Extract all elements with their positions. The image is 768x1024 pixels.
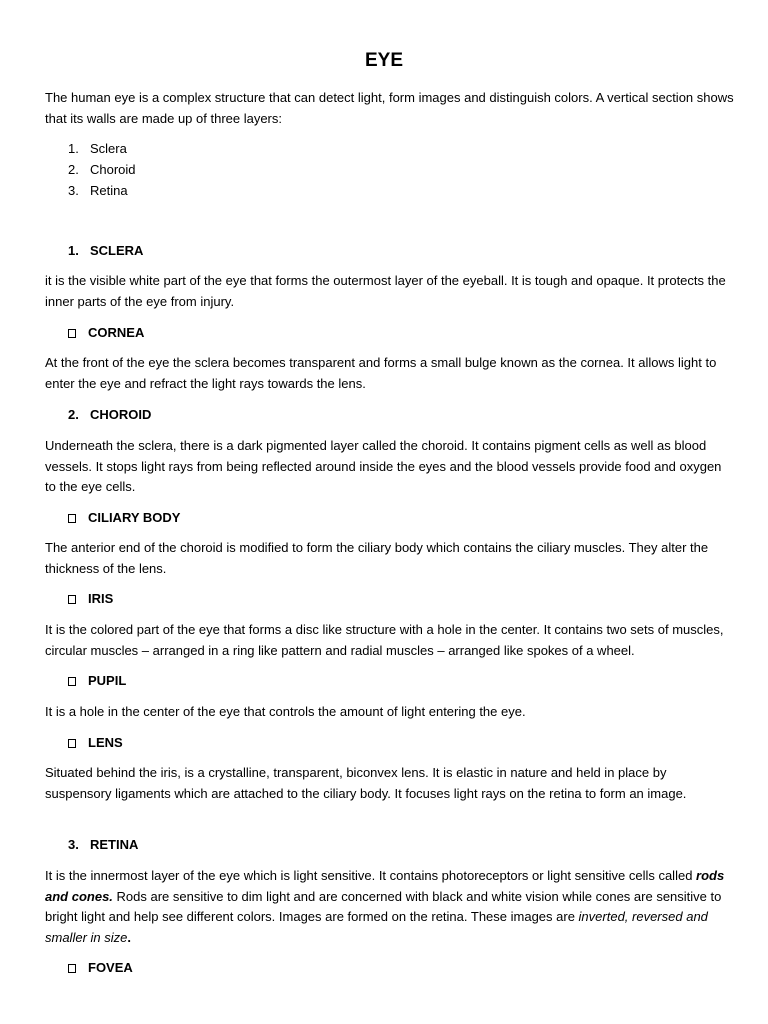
list-item-label: Sclera: [90, 141, 127, 156]
subsection-heading-cornea: [68, 323, 144, 343]
ciliary-body-paragraph: The anterior end of the choroid is modified to form the ciliary body which contains the ciliary muscles. They alter the thickness of the lens.: [45, 540, 709, 576]
list-item: [68, 180, 136, 201]
intro-paragraph: The human eye is a complex structure that can detect light, form images and distinguish colors. A vertical section shows that its walls are made up of three layers:: [45, 90, 734, 126]
page-title: EYE: [364, 50, 404, 71]
section-number: 1.: [68, 243, 79, 258]
list-item-number: 2.: [68, 162, 79, 177]
subsection-heading-text: FOVEA: [88, 960, 133, 975]
section-heading-choroid: [68, 405, 151, 425]
retina-paragraph: [45, 866, 735, 948]
checkbox-bullet-icon: [68, 329, 76, 338]
subsection-heading-text: CILIARY BODY: [88, 510, 181, 525]
checkbox-bullet-icon: [68, 964, 76, 973]
subsection-heading-ciliary-body: [68, 508, 180, 528]
iris-paragraph: It is the colored part of the eye that forms a disc like structure with a hole in the center. It contains two sets of muscles, circular muscles – arranged in a ring like pattern and radial muscles – arranged like spokes of a wheel.: [45, 622, 724, 658]
pupil-paragraph: It is a hole in the center of the eye that controls the amount of light entering the eye.: [45, 704, 526, 719]
section-heading-text: SCLERA: [90, 243, 144, 258]
list-item-number: 3.: [68, 183, 79, 198]
section-number: 3.: [68, 837, 79, 852]
sclera-paragraph: it is the visible white part of the eye that forms the outermost layer of the eyeball. It is tough and opaque. It protects the inner parts of the eye from injury.: [45, 273, 726, 309]
subsection-heading-text: LENS: [88, 735, 123, 750]
retina-emphasis-rods-cones: rods and cones.: [45, 868, 725, 904]
lens-paragraph: Situated behind the iris, is a crystalline, transparent, biconvex lens. It is elastic in nature and held in place by suspensory ligaments which are attached to the ciliary body. It focuses light rays on the retina to form an image.: [45, 765, 687, 801]
subsection-heading-lens: [68, 733, 123, 753]
section-number: 2.: [68, 407, 79, 422]
cornea-paragraph: At the front of the eye the sclera becomes transparent and forms a small bulge known as the cornea. It allows light to enter the eye and refract the light rays towards the lens.: [45, 355, 717, 391]
checkbox-bullet-icon: [68, 595, 76, 604]
list-item-label: Retina: [90, 183, 128, 198]
subsection-heading-text: PUPIL: [88, 673, 127, 688]
retina-text-end: .: [127, 929, 131, 945]
retina-text-part: It is the innermost layer of the eye which is light sensitive. It contains photoreceptors or light sensitive cells called: [45, 868, 697, 883]
subsection-heading-pupil: [68, 671, 126, 691]
list-item: [68, 138, 136, 159]
subsection-heading-text: IRIS: [88, 591, 114, 606]
checkbox-bullet-icon: [68, 677, 76, 686]
list-item: [68, 159, 136, 180]
section-heading-text: RETINA: [90, 837, 139, 852]
list-item-number: 1.: [68, 141, 79, 156]
choroid-paragraph: Underneath the sclera, there is a dark pigmented layer called the choroid. It contains pigment cells as well as blood vessels. It stops light rays from being reflected around inside the eyes and the blood vessels provide food and oxygen to the eye cells.: [45, 438, 722, 494]
retina-emphasis-image-properties: inverted, reversed and smaller in size: [45, 909, 708, 945]
section-heading-text: CHOROID: [90, 407, 152, 422]
checkbox-bullet-icon: [68, 514, 76, 523]
checkbox-bullet-icon: [68, 739, 76, 748]
section-heading-retina: [68, 835, 138, 855]
subsection-heading-text: CORNEA: [88, 325, 145, 340]
section-heading-sclera: [68, 241, 143, 261]
subsection-heading-iris: [68, 589, 113, 609]
retina-text-part: Rods are sensitive to dim light and are concerned with black and white vision while cones are sensitive to bright light and help see different colors. Images are formed on the retina. These images are: [45, 888, 722, 924]
list-item-label: Choroid: [90, 162, 136, 177]
subsection-heading-fovea: [68, 958, 133, 978]
layers-list: [68, 138, 136, 201]
